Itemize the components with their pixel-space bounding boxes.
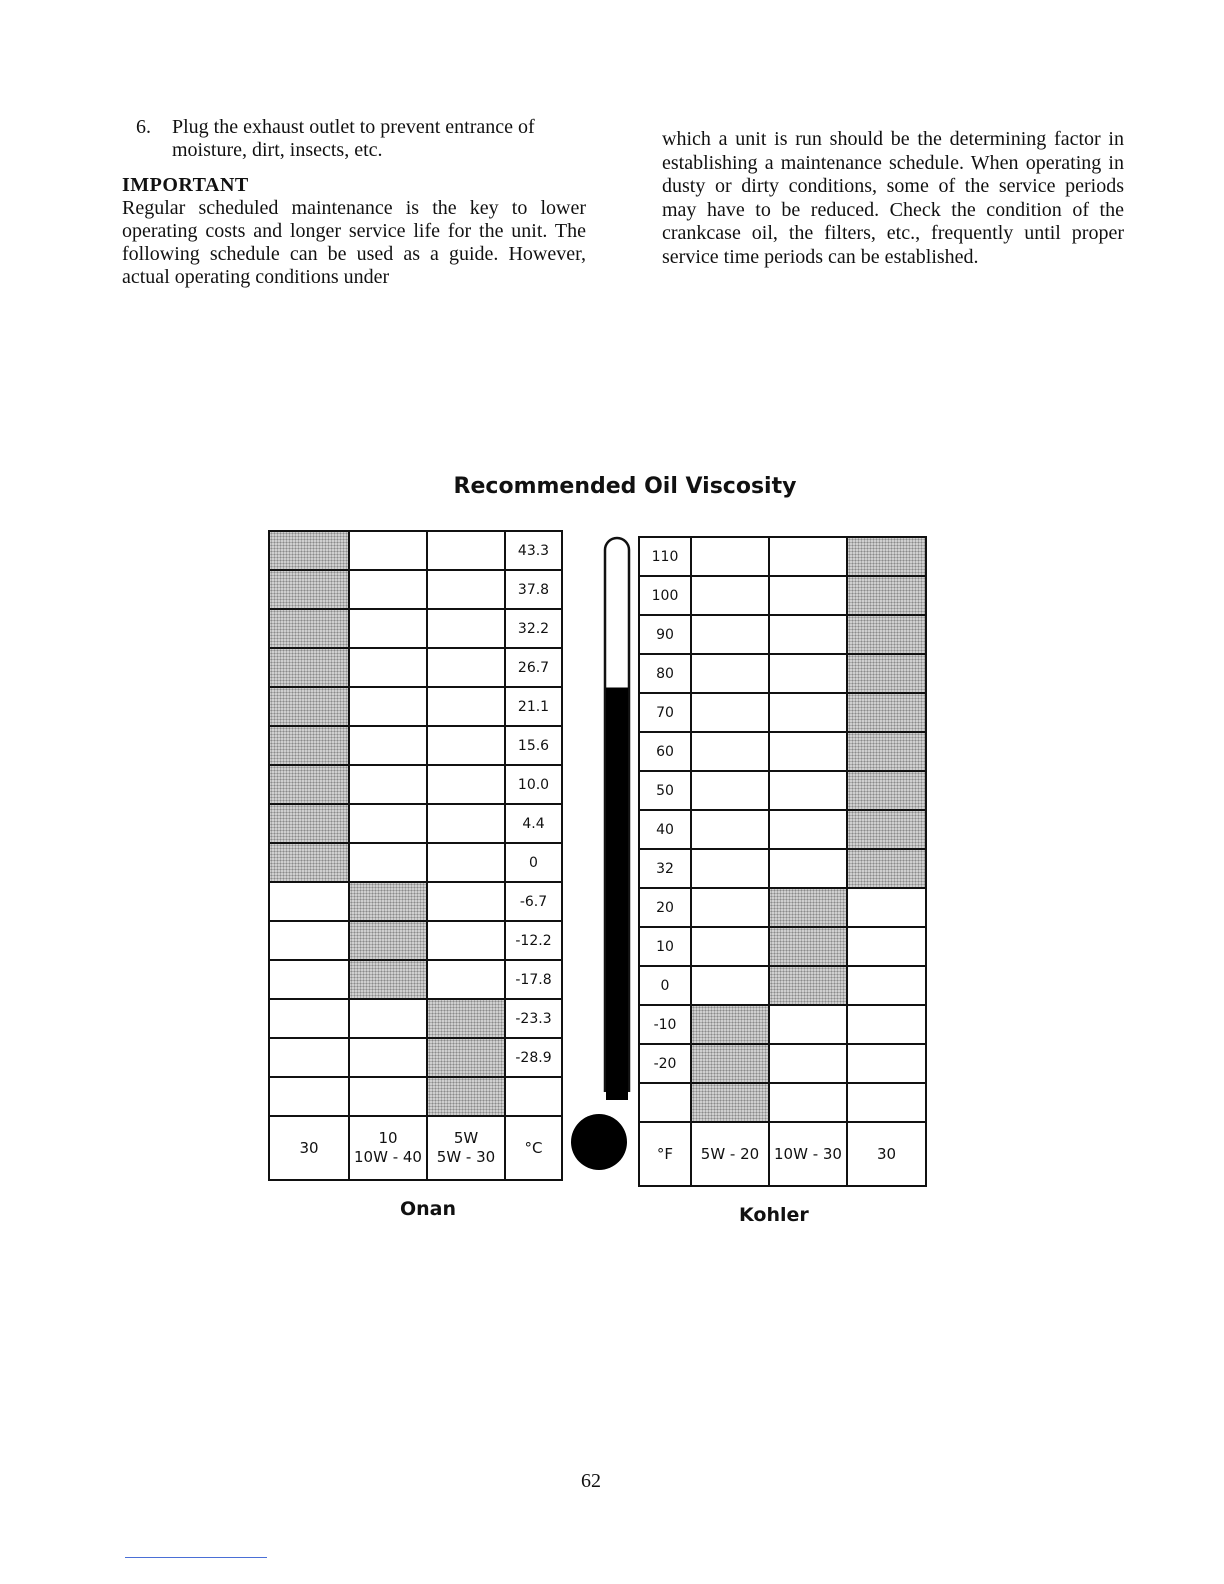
onan-cell <box>427 687 505 726</box>
onan-temp-cell <box>505 765 562 804</box>
onan-row <box>269 1038 562 1077</box>
kohler-temp-cell <box>639 576 691 615</box>
onan-row <box>269 882 562 921</box>
onan-cell <box>427 999 505 1038</box>
onan-cell <box>427 570 505 609</box>
kohler-cell <box>847 888 926 927</box>
kohler-temp-cell <box>639 810 691 849</box>
fahrenheit-tick-label: 110 <box>651 548 679 565</box>
kohler-temp-cell <box>639 654 691 693</box>
kohler-cell <box>847 693 926 732</box>
kohler-cell <box>691 1005 769 1044</box>
kohler-row <box>639 615 926 654</box>
onan-cell <box>427 648 505 687</box>
kohler-temp-cell <box>639 537 691 576</box>
celsius-tick-label: 0 <box>529 854 538 871</box>
thermometer-bulb <box>571 1114 627 1170</box>
onan-cell <box>269 1038 349 1077</box>
celsius-tick-label: -23.3 <box>515 1010 552 1027</box>
onan-cell <box>269 609 349 648</box>
onan-row <box>269 999 562 1038</box>
important-heading: IMPORTANT <box>122 174 249 196</box>
onan-cell <box>427 882 505 921</box>
kohler-row <box>639 537 926 576</box>
fahrenheit-tick-label: 40 <box>656 821 674 838</box>
step-6 <box>136 116 586 162</box>
kohler-cell <box>847 615 926 654</box>
celsius-tick-label: 10.0 <box>517 776 550 793</box>
onan-cell <box>349 882 427 921</box>
onan-cell <box>269 765 349 804</box>
onan-cell <box>269 687 349 726</box>
onan-row <box>269 726 562 765</box>
celsius-tick-label: 37.8 <box>517 581 550 598</box>
kohler-cell <box>691 1083 769 1122</box>
kohler-cell <box>691 1044 769 1083</box>
onan-temp-cell <box>505 921 562 960</box>
onan-temp-cell <box>505 999 562 1038</box>
kohler-row <box>639 732 926 771</box>
onan-cell <box>349 531 427 570</box>
celsius-tick-label: 4.4 <box>522 815 545 832</box>
onan-row <box>269 765 562 804</box>
kohler-temp-cell <box>639 1083 691 1122</box>
kohler-cell <box>847 576 926 615</box>
kohler-cell <box>769 1044 847 1083</box>
kohler-cell <box>691 810 769 849</box>
celsius-tick-label: 21.1 <box>517 698 550 715</box>
kohler-cell <box>847 810 926 849</box>
kohler-cell <box>847 1083 926 1122</box>
onan-temp-cell <box>505 960 562 999</box>
kohler-cell <box>691 732 769 771</box>
thermometer <box>570 530 636 1180</box>
onan-cell <box>269 648 349 687</box>
kohler-temp-cell <box>639 732 691 771</box>
kohler-temp-cell <box>639 888 691 927</box>
kohler-row <box>639 1044 926 1083</box>
onan-cell <box>349 765 427 804</box>
onan-temp-cell <box>505 570 562 609</box>
onan-viscosity-table <box>268 530 563 1181</box>
onan-cell <box>349 921 427 960</box>
left-text-column <box>122 116 586 289</box>
kohler-row <box>639 654 926 693</box>
kohler-cell <box>691 888 769 927</box>
kohler-cell <box>769 771 847 810</box>
onan-grade-label <box>269 1116 349 1180</box>
step-text: Plug the exhaust outlet to prevent entrance of moisture, dirt, insects, etc. <box>172 116 535 161</box>
onan-cell <box>427 843 505 882</box>
onan-row <box>269 843 562 882</box>
kohler-row <box>639 576 926 615</box>
chart-title: Recommended Oil Viscosity <box>453 474 797 499</box>
onan-grade-label <box>427 1116 505 1180</box>
onan-cell <box>427 726 505 765</box>
onan-cell <box>269 726 349 765</box>
kohler-row <box>639 693 926 732</box>
celsius-unit-label: °C <box>505 1116 562 1180</box>
onan-cell <box>427 765 505 804</box>
fahrenheit-tick-label: -20 <box>653 1055 677 1072</box>
onan-cell <box>269 1077 349 1116</box>
kohler-temp-cell <box>639 771 691 810</box>
celsius-tick-label: -28.9 <box>515 1049 552 1066</box>
celsius-tick-label: -6.7 <box>519 893 548 910</box>
fahrenheit-tick-label: 70 <box>656 704 674 721</box>
onan-cell <box>427 1077 505 1116</box>
kohler-cell <box>769 888 847 927</box>
onan-row <box>269 687 562 726</box>
right-paragraph: which a unit is run should be the determining factor in establishing a maintenance schedule. When operating in dusty or dirty conditions, some of the service periods may have to be reduced. Check the condition of the crankcase oil, the filters, etc., frequently until proper service time periods can be established. <box>662 128 1124 268</box>
onan-cell <box>269 999 349 1038</box>
kohler-cell <box>847 927 926 966</box>
onan-cell <box>349 609 427 648</box>
kohler-cell <box>769 849 847 888</box>
kohler-cell <box>769 693 847 732</box>
onan-row <box>269 1077 562 1116</box>
celsius-tick-label: -12.2 <box>515 932 552 949</box>
kohler-grade-label: 5W - 20 <box>691 1122 769 1186</box>
fahrenheit-tick-label: 60 <box>656 743 674 760</box>
onan-cell <box>269 882 349 921</box>
kohler-cell <box>691 849 769 888</box>
kohler-viscosity-table <box>638 536 927 1187</box>
kohler-cell <box>847 732 926 771</box>
onan-row <box>269 648 562 687</box>
onan-cell <box>269 570 349 609</box>
fahrenheit-tick-label: 10 <box>656 938 674 955</box>
onan-temp-cell <box>505 648 562 687</box>
onan-cell <box>427 609 505 648</box>
step-number: 6. <box>136 116 151 138</box>
kohler-row <box>639 1083 926 1122</box>
fahrenheit-tick-label: 90 <box>656 626 674 643</box>
onan-row <box>269 531 562 570</box>
kohler-cell <box>769 966 847 1005</box>
kohler-temp-cell <box>639 849 691 888</box>
fahrenheit-tick-label: 100 <box>651 587 679 604</box>
kohler-legend-row <box>639 1122 926 1186</box>
onan-legend-row <box>269 1116 562 1180</box>
celsius-tick-label: 15.6 <box>517 737 550 754</box>
kohler-cell <box>769 810 847 849</box>
grade-line-1: 5W <box>453 1129 479 1147</box>
kohler-cell <box>847 849 926 888</box>
onan-cell <box>349 1038 427 1077</box>
onan-cell <box>269 921 349 960</box>
kohler-cell <box>691 927 769 966</box>
fahrenheit-tick-label: 20 <box>656 899 674 916</box>
celsius-tick-label: 26.7 <box>517 659 550 676</box>
onan-temp-cell <box>505 882 562 921</box>
kohler-cell <box>691 654 769 693</box>
kohler-row <box>639 849 926 888</box>
onan-cell <box>349 570 427 609</box>
kohler-cell <box>691 966 769 1005</box>
kohler-cell <box>769 654 847 693</box>
kohler-temp-cell <box>639 927 691 966</box>
left-paragraph: Regular scheduled maintenance is the key to lower operating costs and longer service life for the unit. The following schedule can be used as a guide. However, actual operating conditions under <box>122 197 586 288</box>
grade-line-1: 10 <box>378 1129 398 1147</box>
kohler-cell <box>847 1044 926 1083</box>
onan-temp-cell <box>505 1077 562 1116</box>
celsius-tick-label: -17.8 <box>515 971 552 988</box>
kohler-cell <box>691 576 769 615</box>
kohler-row <box>639 810 926 849</box>
kohler-grade-label: 30 <box>847 1122 926 1186</box>
fahrenheit-tick-label: -10 <box>653 1016 677 1033</box>
onan-cell <box>349 687 427 726</box>
kohler-grade-label: 10W - 30 <box>769 1122 847 1186</box>
footer-rule <box>125 1557 267 1558</box>
kohler-temp-cell <box>639 615 691 654</box>
onan-grade-label <box>349 1116 427 1180</box>
fahrenheit-unit-label: °F <box>639 1122 691 1186</box>
grade-line-1: 30 <box>299 1138 319 1157</box>
onan-cell <box>349 843 427 882</box>
kohler-cell <box>769 1005 847 1044</box>
onan-cell <box>349 804 427 843</box>
onan-temp-cell <box>505 531 562 570</box>
kohler-cell <box>769 615 847 654</box>
kohler-cell <box>847 966 926 1005</box>
kohler-cell <box>769 576 847 615</box>
kohler-cell <box>769 732 847 771</box>
fahrenheit-tick-label: 0 <box>660 977 670 994</box>
onan-temp-cell <box>505 726 562 765</box>
fahrenheit-tick-label: 80 <box>656 665 674 682</box>
onan-cell <box>349 726 427 765</box>
kohler-cell <box>691 537 769 576</box>
kohler-cell <box>691 693 769 732</box>
kohler-temp-cell <box>639 693 691 732</box>
onan-cell <box>349 960 427 999</box>
kohler-temp-cell <box>639 1005 691 1044</box>
thermometer-mercury <box>606 688 628 1101</box>
kohler-temp-cell <box>639 966 691 1005</box>
onan-temp-cell <box>505 843 562 882</box>
onan-temp-cell <box>505 609 562 648</box>
kohler-cell <box>847 654 926 693</box>
celsius-tick-label: 32.2 <box>517 620 550 637</box>
onan-cell <box>269 531 349 570</box>
onan-cell <box>349 648 427 687</box>
onan-cell <box>427 1038 505 1077</box>
onan-row <box>269 960 562 999</box>
onan-temp-cell <box>505 1038 562 1077</box>
kohler-cell <box>769 537 847 576</box>
onan-caption: Onan <box>400 1198 457 1220</box>
onan-temp-cell <box>505 804 562 843</box>
onan-row <box>269 609 562 648</box>
kohler-row <box>639 966 926 1005</box>
fahrenheit-tick-label: 50 <box>656 782 674 799</box>
grade-line-2: 5W - 30 <box>436 1148 496 1166</box>
kohler-row <box>639 771 926 810</box>
fahrenheit-tick-label: 32 <box>656 860 674 877</box>
onan-cell <box>427 921 505 960</box>
kohler-cell <box>691 771 769 810</box>
onan-cell <box>269 843 349 882</box>
kohler-row <box>639 1005 926 1044</box>
onan-cell <box>349 999 427 1038</box>
kohler-cell <box>847 771 926 810</box>
kohler-cell <box>769 1083 847 1122</box>
onan-cell <box>269 960 349 999</box>
onan-cell <box>269 804 349 843</box>
kohler-cell <box>691 615 769 654</box>
kohler-cell <box>769 927 847 966</box>
kohler-row <box>639 927 926 966</box>
grade-line-2: 10W - 40 <box>354 1148 422 1166</box>
kohler-cell <box>847 1005 926 1044</box>
onan-row <box>269 921 562 960</box>
onan-row <box>269 570 562 609</box>
onan-cell <box>349 1077 427 1116</box>
kohler-cell <box>847 537 926 576</box>
onan-temp-cell <box>505 687 562 726</box>
kohler-row <box>639 888 926 927</box>
onan-cell <box>427 804 505 843</box>
kohler-temp-cell <box>639 1044 691 1083</box>
onan-cell <box>427 960 505 999</box>
onan-row <box>269 804 562 843</box>
celsius-tick-label: 43.3 <box>517 542 550 559</box>
kohler-caption: Kohler <box>739 1204 809 1226</box>
page-number: 62 <box>581 1470 601 1492</box>
onan-cell <box>427 531 505 570</box>
